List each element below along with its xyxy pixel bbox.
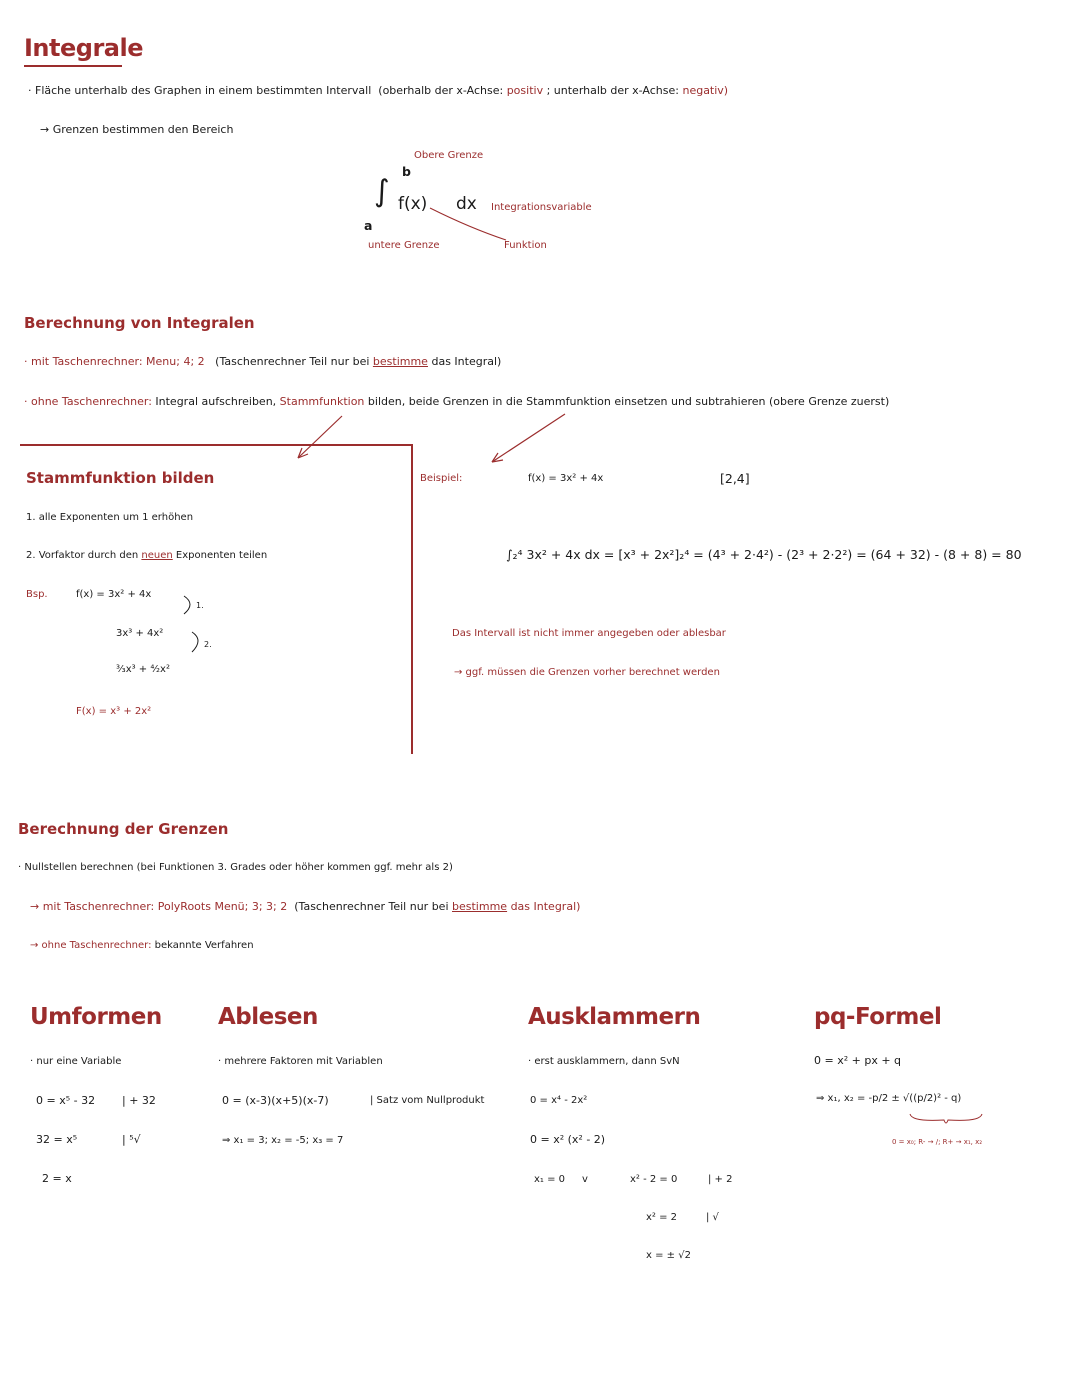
integrand: f(x) <box>398 194 428 214</box>
grenzen-line-1: · Nullstellen berechnen (bei Funktionen 3. Grades oder höher kommen ggf. mehr als 2) <box>18 862 453 873</box>
bsp-f: f(x) = 3x² + 4x <box>76 589 152 600</box>
ablesen-l1: 0 = (x-3)(x+5)(x-7) <box>222 1094 329 1107</box>
lower-limit-label: untere Grenze <box>368 240 440 251</box>
grenzen-ohne-line: → ohne Taschenrechner: bekannte Verfahren <box>30 940 254 951</box>
upper-limit: b <box>402 164 411 179</box>
ablesen-l1r: | Satz vom Nullprodukt <box>370 1095 485 1106</box>
ausklammern-l5: x = ± √2 <box>646 1250 691 1261</box>
ablesen-sub: · mehrere Faktoren mit Variablen <box>218 1056 383 1067</box>
function-arrow <box>420 200 550 250</box>
berechnung-heading: Berechnung von Integralen <box>24 314 255 332</box>
ablesen-title: Ablesen <box>218 1004 318 1030</box>
grenzen-mit-line: → mit Taschenrechner: PolyRoots Menü; 3; 3; 2 (Taschenrechner Teil nur bei bestimme das Integral) <box>30 900 581 913</box>
bsp-step-b: ³⁄₃x³ + ⁴⁄₂x² <box>116 664 170 675</box>
mit-taschenrechner-line: · mit Taschenrechner: Menu; 4; 2 (Taschenrechner Teil nur bei bestimme das Integral) <box>24 355 502 368</box>
umformen-l3: 2 = x <box>42 1172 72 1185</box>
beispiel-calculation: ∫₂⁴ 3x² + 4x dx = [x³ + 2x²]₂⁴ = (4³ + 2·4²) - (2³ + 2·2²) = (64 + 32) - (8 + 8) = 80 <box>506 547 1022 562</box>
bsp-step-a: 3x³ + 4x² <box>116 628 164 639</box>
umformen-title: Umformen <box>30 1004 162 1030</box>
grenzen-heading: Berechnung der Grenzen <box>18 820 229 838</box>
box-divider <box>411 444 413 754</box>
variable-label: Integrationsvariable <box>491 202 592 213</box>
ausklammern-l4: x² = 2 <box>646 1212 678 1223</box>
beispiel-note-1: Das Intervall ist nicht immer angegeben oder ablesbar <box>452 628 726 639</box>
title-underline <box>24 65 122 67</box>
intro-line-2: → Grenzen bestimmen den Bereich <box>40 123 234 136</box>
ausklammern-sub: · erst ausklammern, dann SvN <box>528 1056 680 1067</box>
bsp-label: Bsp. <box>26 589 48 600</box>
ausklammern-l3d: | + 2 <box>708 1174 733 1185</box>
ausklammern-title: Ausklammern <box>528 1004 701 1030</box>
rule-1: 1. alle Exponenten um 1 erhöhen <box>26 512 194 523</box>
umformen-l2: 32 = x⁵ <box>36 1133 78 1146</box>
ausklammern-l3a: x₁ = 0 <box>534 1174 566 1185</box>
ausklammern-l3c: x² - 2 = 0 <box>630 1174 678 1185</box>
beispiel-f: f(x) = 3x² + 4x <box>528 473 604 484</box>
intro-line-1: · Fläche unterhalb des Graphen in einem bestimmten Intervall (oberhalb der x-Achse: positiv ; unterhalb der x-Achse: negativ) <box>28 84 729 97</box>
function-label: Funktion <box>504 240 547 251</box>
ausklammern-l2: 0 = x² (x² - 2) <box>530 1133 606 1146</box>
pq-l1: 0 = x² + px + q <box>814 1054 902 1067</box>
beispiel-interval: [2,4] <box>720 471 750 486</box>
stammfunktion-heading: Stammfunktion bilden <box>26 469 215 487</box>
ohne-taschenrechner-line: · ohne Taschenrechner: Integral aufschreiben, Stammfunktion bilden, beide Grenzen in die Stammfunktion einsetzen und subtrahieren (obere Grenze zuerst) <box>24 395 890 408</box>
umformen-l1r: | + 32 <box>122 1094 156 1107</box>
pq-note: 0 = x₀; R- → /; R+ → x₁, x₂ <box>892 1138 983 1146</box>
upper-limit-label: Obere Grenze <box>414 150 484 161</box>
ausklammern-l3b: v <box>582 1174 588 1185</box>
ablesen-l2: ⇒ x₁ = 3; x₂ = -5; x₃ = 7 <box>222 1135 344 1146</box>
dx: dx <box>456 194 477 214</box>
lower-limit: a <box>364 218 373 233</box>
umformen-l2r: | ⁵√ <box>122 1133 141 1146</box>
arrows <box>280 410 580 470</box>
pq-brace <box>906 1112 986 1128</box>
mark-2: 2. <box>204 640 212 649</box>
rule-2: 2. Vorfaktor durch den neuen Exponenten teilen <box>26 550 268 561</box>
beispiel-label: Beispiel: <box>420 473 463 484</box>
ausklammern-l4r: | √ <box>706 1212 719 1223</box>
step-brackets <box>180 592 210 662</box>
integral-sign: ∫ <box>374 174 390 209</box>
umformen-l1: 0 = x⁵ - 32 <box>36 1094 96 1107</box>
bsp-F: F(x) = x³ + 2x² <box>76 706 152 717</box>
page-title: Integrale <box>24 34 143 62</box>
box-top-line <box>20 444 413 446</box>
ausklammern-l1: 0 = x⁴ - 2x² <box>530 1095 588 1106</box>
pq-title: pq-Formel <box>814 1004 942 1030</box>
pq-l2: ⇒ x₁, x₂ = -p/2 ± √((p/2)² - q) <box>816 1093 962 1104</box>
mark-1: 1. <box>196 601 204 610</box>
umformen-sub: · nur eine Variable <box>30 1056 122 1067</box>
beispiel-note-2: → ggf. müssen die Grenzen vorher berechnet werden <box>454 667 720 678</box>
